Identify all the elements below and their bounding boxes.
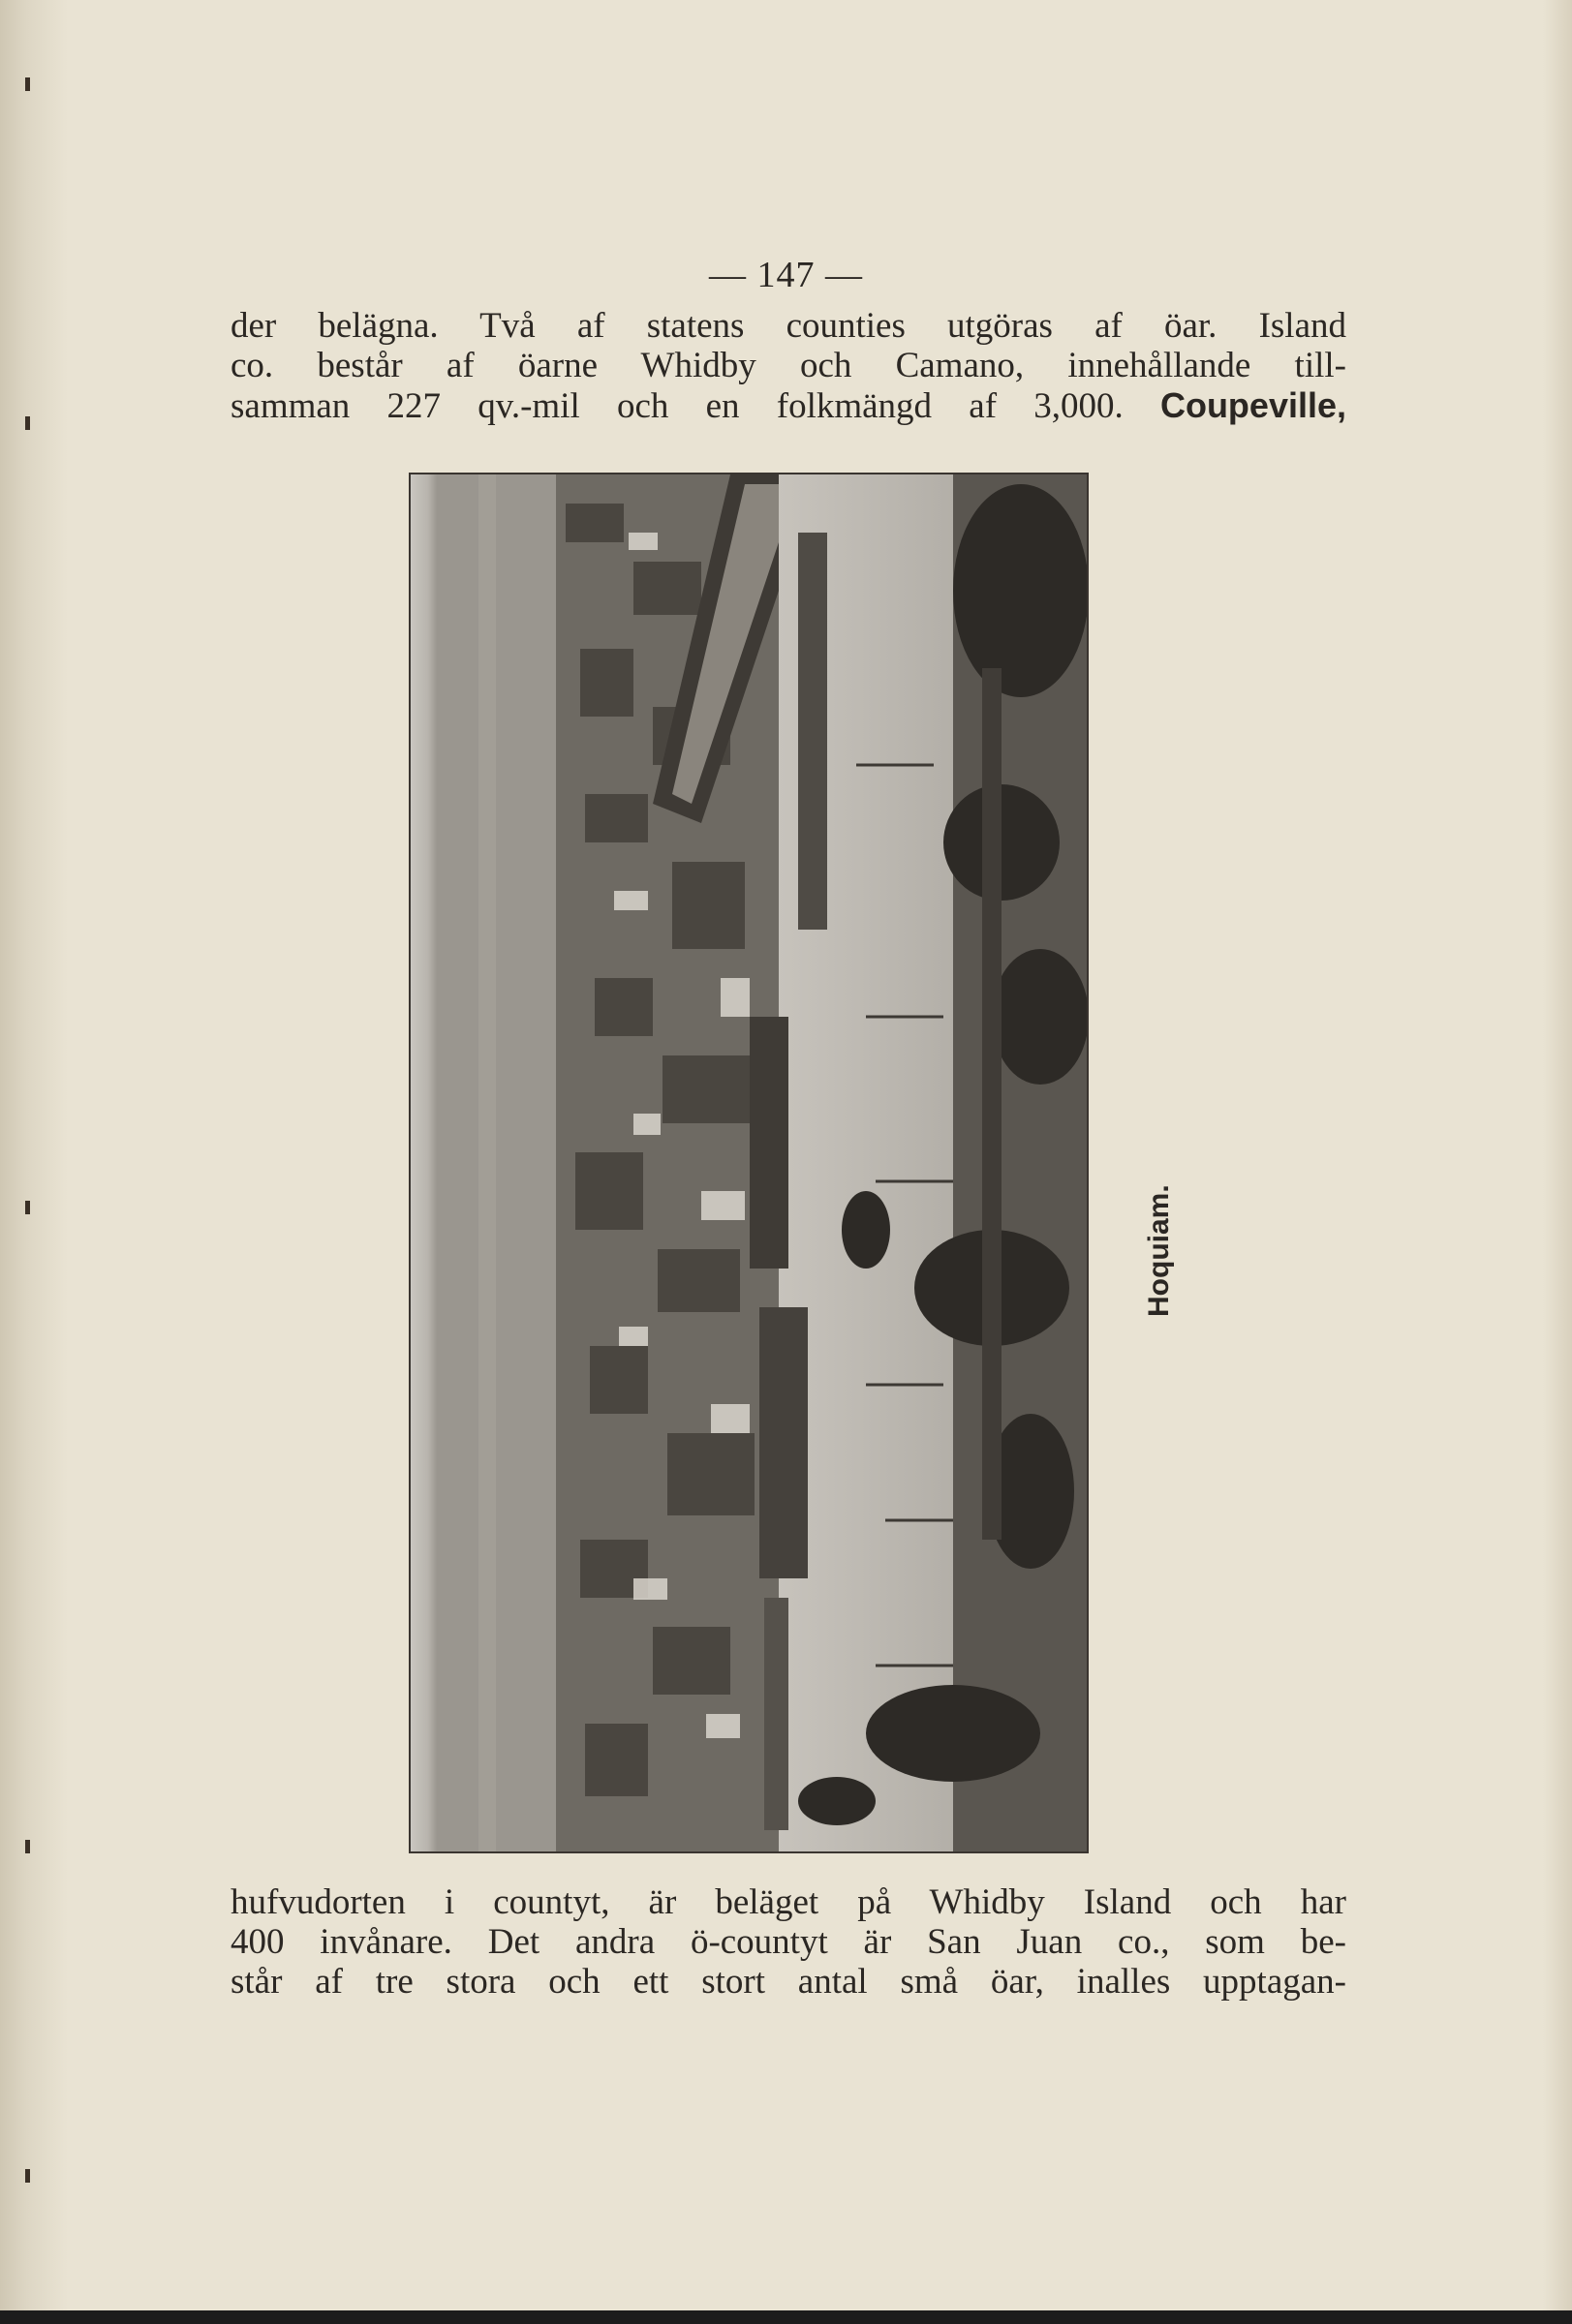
bottom-paragraph <box>231 1882 1346 2002</box>
page-number: — 147 — <box>709 255 863 295</box>
text-line: står af tre stora och ett stort antal små öar, inalles upptagan- <box>231 1962 1346 2002</box>
text-line: hufvudorten i countyt, är beläget på Whidby Island och har <box>231 1882 1346 1922</box>
binding-mark <box>25 2169 30 2183</box>
text-line: 400 invånare. Det andra ö-countyt är San Juan co., som be- <box>231 1922 1346 1962</box>
text-line-start: samman 227 qv.-mil och en folkmängd af 3,000. <box>231 386 1124 426</box>
photo-figure <box>409 473 1089 1853</box>
bold-place-name: Coupeville, <box>1159 385 1346 425</box>
hoquiam-photo <box>411 474 1087 1851</box>
gutter-shadow <box>0 0 68 2324</box>
binding-mark <box>25 416 30 430</box>
text-line: co. består af öarne Whidby och Camano, innehållande till- <box>231 346 1346 385</box>
binding-mark <box>25 1840 30 1853</box>
text-line <box>231 385 1346 426</box>
figure-caption <box>1143 1184 1201 1318</box>
edge-shadow <box>1543 0 1572 2324</box>
binding-mark <box>25 1201 30 1214</box>
page-bottom-edge <box>0 2310 1572 2324</box>
binding-mark <box>25 77 30 91</box>
text-line: der belägna. Två af statens counties utgöras af öar. Island <box>231 306 1346 346</box>
top-paragraph <box>231 306 1346 426</box>
figure-caption-text: Hoquiam. <box>1143 1184 1175 1318</box>
